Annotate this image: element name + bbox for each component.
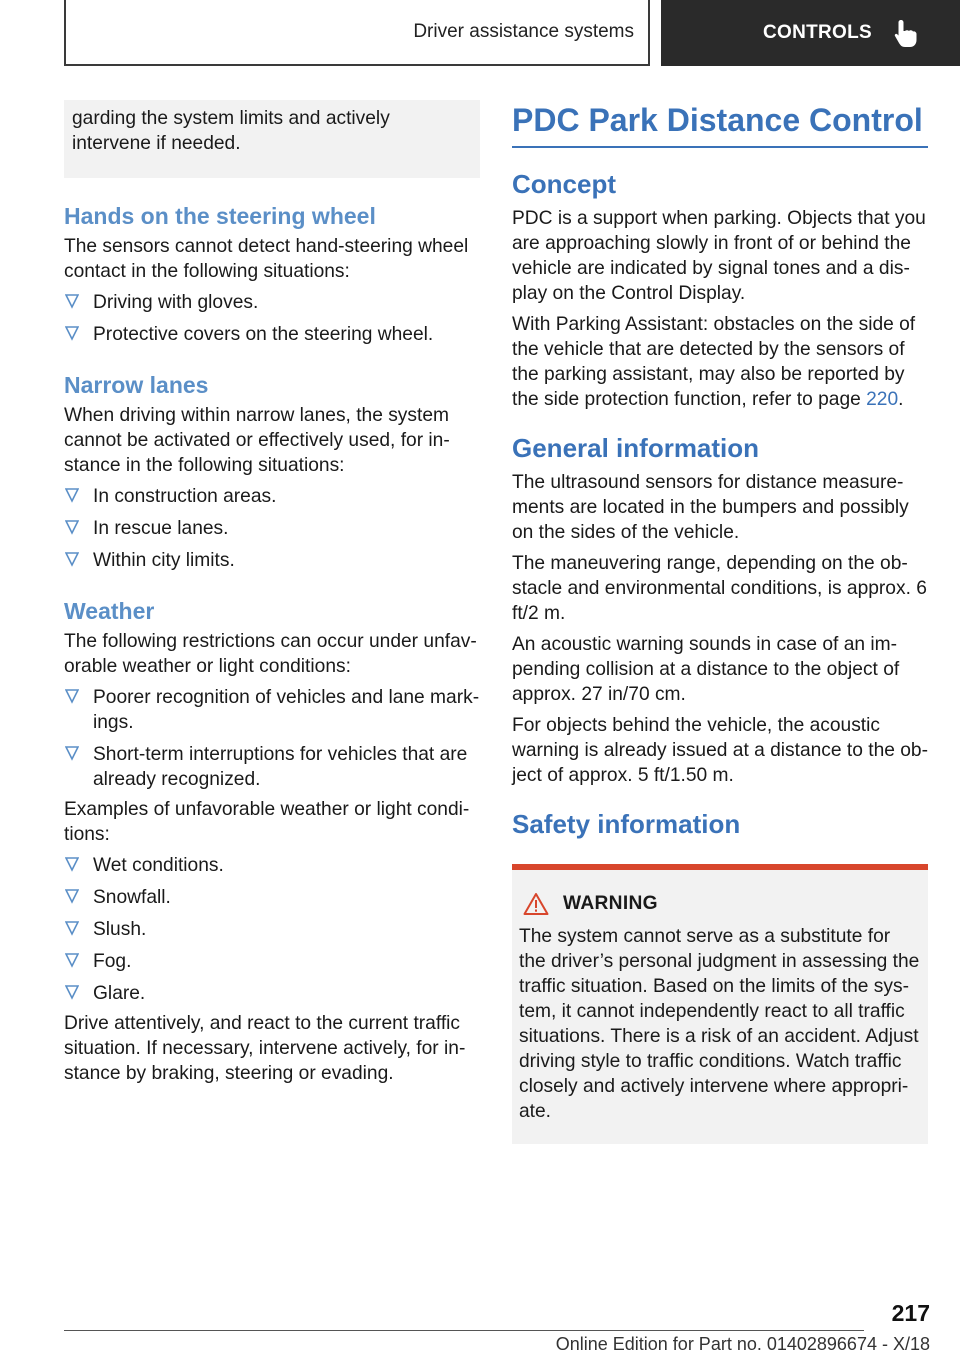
list-item: Driving with gloves. [64,290,480,315]
narrow-intro-text: When driving within narrow lanes, the system cannot be activated or effectively used, for instance in the following situations: [64,405,450,476]
triangle-bullet-icon [65,325,79,341]
warning-header [519,892,922,916]
list-item: Snowfall. [64,885,480,910]
triangle-bullet-icon [65,551,79,567]
heading-narrow-lanes: Narrow lanes [64,372,209,398]
triangle-bullet-icon [65,519,79,535]
left-column [64,100,480,1086]
list-item: In rescue lanes. [64,516,480,541]
triangle-bullet-icon [65,745,79,761]
heading-safety-information: Safety information [512,809,741,839]
list-item: In construction areas. [64,484,480,509]
weather-intro-text: The following restrictions can occur under unfavorable weather or light conditions: [64,631,477,677]
pointing-hand-icon [892,18,920,48]
warning-box [512,864,928,1144]
triangle-bullet-icon [65,688,79,704]
header-section-box [64,0,650,66]
list-item: Poorer recognition of vehicles and lane markings. [64,685,480,735]
weather-examples-text: Examples of unfavorable weather or light conditions: [64,799,470,845]
warning-triangle-icon [523,892,549,916]
weather-examples-list [64,853,480,1006]
triangle-bullet-icon [65,920,79,936]
list-item: Glare. [64,981,480,1006]
concept-text-1: PDC is a support when parking. Objects that you are approaching slowly in front of or behind the vehicle are indicated by signal tones and a display on the Control Display. [512,208,926,304]
concept-text-2: With Parking Assistant: obstacles on the side of the vehicle that are detected by the sensors of the parking assistant, may also be reported by the side protection function, refer to page 220. [512,314,916,410]
list-item: Within city limits. [64,548,480,573]
continued-note-text: garding the system limits and actively intervene if needed. [72,108,390,154]
general-text-3: An acoustic warning sounds in case of an impending collision at a distance to the object of approx. 27 in/70 cm. [512,634,900,705]
right-column [512,100,928,1144]
continued-note-box [64,100,480,178]
triangle-bullet-icon [65,888,79,904]
triangle-bullet-icon [65,856,79,872]
triangle-bullet-icon [65,487,79,503]
list-item: Wet conditions. [64,853,480,878]
heading-weather: Weather [64,598,155,624]
page-reference-link[interactable]: 220 [866,389,899,410]
narrow-list [64,484,480,573]
heading-concept: Concept [512,169,616,199]
triangle-bullet-icon [65,952,79,968]
list-item: Short-term interruptions for vehicles that are already recognized. [64,742,480,792]
list-item: Slush. [64,917,480,942]
header-chapter-title: CONTROLS [763,22,873,43]
general-text-1: The ultrasound sensors for distance measurements are located in the bumpers and possibly on the sides of the vehicle. [512,472,909,543]
triangle-bullet-icon [65,293,79,309]
list-item: Fog. [64,949,480,974]
weather-list [64,685,480,792]
warning-text: The system cannot serve as a substitute for the driver’s personal judgment in assessing the traffic situation. Based on the limits of the system, it cannot independently react to all traffic situations. There is a risk of an accident. Adjust driving style to traffic conditions. Watch traffic closely and actively intervene where appropriate. [519,926,920,1122]
header-section-title: Driver assistance systems [413,21,634,42]
footer-divider [64,1330,864,1331]
general-text-2: The maneuvering range, depending on the obstacle and environmental conditions, is approx. 6 ft/2 m. [512,553,927,624]
page-number: 217 [891,1300,930,1326]
header-chapter-box [661,0,960,66]
list-item: Protective covers on the steering wheel. [64,322,480,347]
weather-closing-text: Drive attentively, and react to the current traffic situation. If necessary, intervene actively, for instance by braking, steering or evading. [64,1013,466,1084]
footer-edition-text: Online Edition for Part no. 01402896674 - X/18 [555,1334,930,1354]
page-title: PDC Park Distance Control [512,100,928,148]
hands-list [64,290,480,347]
warning-label: WARNING [563,893,658,914]
hands-intro-text: The sensors cannot detect hand-steering wheel contact in the following situations: [64,236,469,282]
triangle-bullet-icon [65,984,79,1000]
general-text-4: For objects behind the vehicle, the acoustic warning is already issued at a distance to the object of approx. 5 ft/1.50 m. [512,715,928,786]
heading-hands-on-wheel: Hands on the steering wheel [64,203,376,229]
heading-general-information: General information [512,433,760,463]
